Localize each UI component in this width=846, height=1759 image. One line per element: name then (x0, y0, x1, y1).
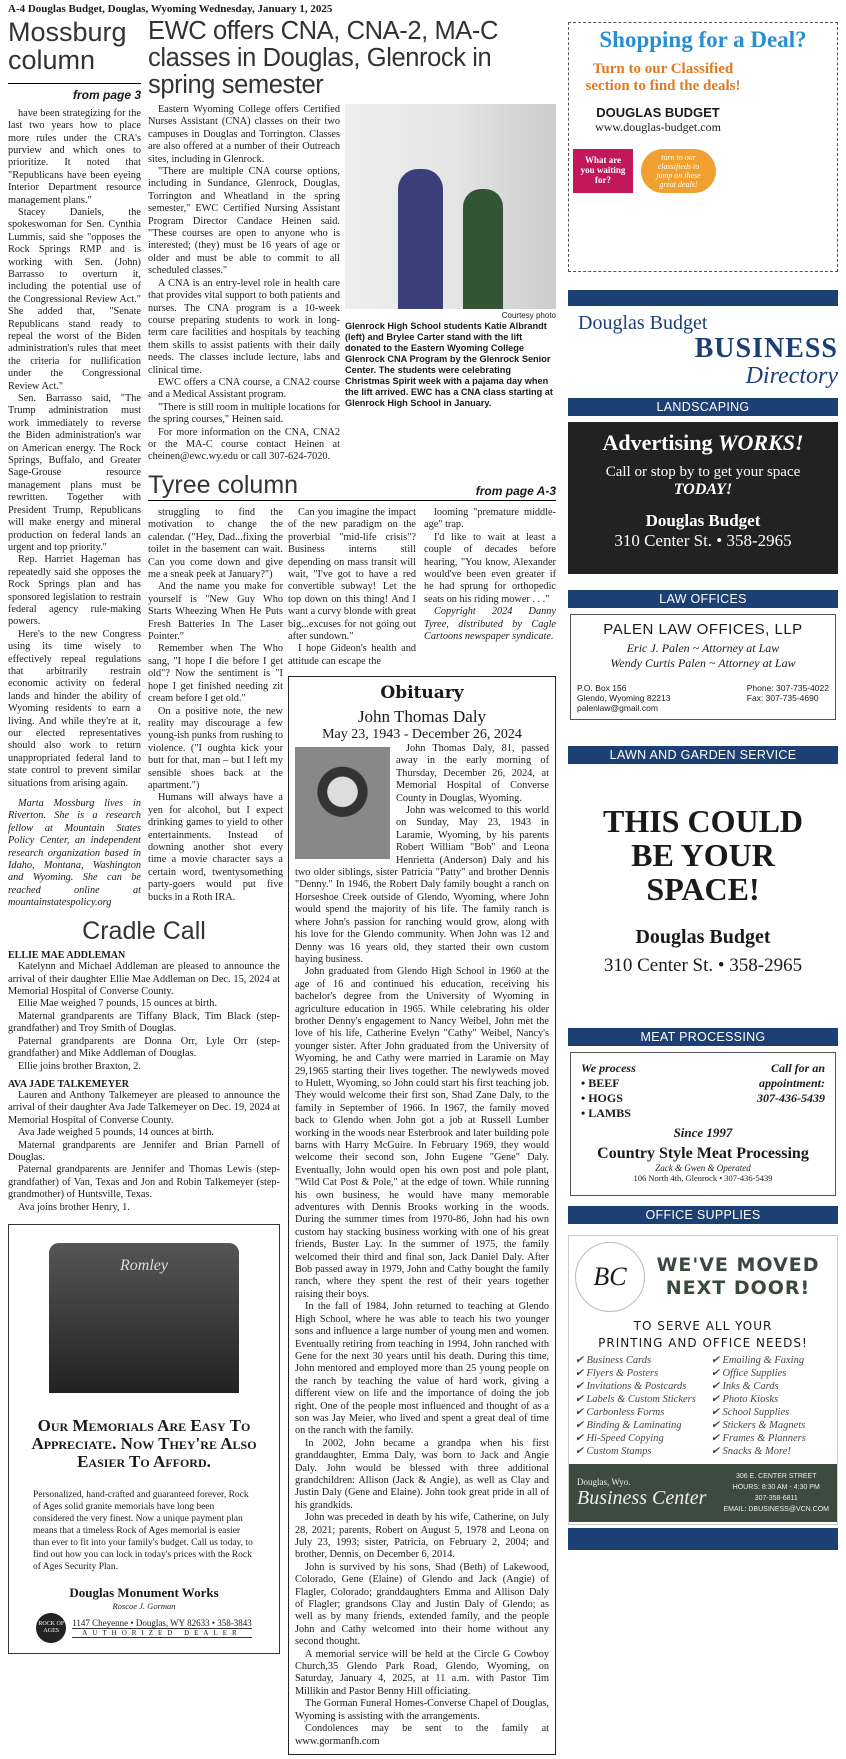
obituary-box (288, 676, 556, 1755)
paragraph: Here's to the new Congress using its time wisely to effectively repeal regulations that arbitrarily restrain economic activity on federal lands and hinder the ability of Wyoming residents to earn a living. And while they're at it, our elected representatives should also work to return unappropriated federal land to state control to prevent similar situations from arising again. (8, 628, 141, 789)
shopping-url: www.douglas-budget.com (595, 120, 721, 134)
service-label: Flyers & Posters (586, 1368, 659, 1379)
mossburg-column (8, 18, 141, 910)
dir-directory: Directory (745, 363, 838, 389)
check-icon: ✔ (711, 1394, 723, 1405)
paragraph: John was preceded in death by his wife, Catherine, on July 28, 2021; parents, Robert on August 5, 1978 and Leona on July 23, 1993; sister, Patricia, on February 2, 2004; and brother, Dennis, on December 6, 2014. (295, 1512, 549, 1561)
check-icon: ✔ (575, 1407, 587, 1418)
paragraph: Paternal grandparents are Jennifer and Thomas Lewis (step-grandfather) of Van, Texas and Jon and Robin Talkemeyer (step-grandmother) of Huntsville, Texas. (8, 1164, 280, 1201)
adworks-l2: TODAY! (673, 481, 733, 498)
office-head1: WE'VE MOVED (656, 1254, 820, 1276)
check-icon: ✔ (711, 1368, 723, 1379)
tyree-col-2 (288, 507, 416, 668)
check-icon: ✔ (575, 1368, 587, 1379)
meat-item: • BEEF (581, 1076, 620, 1090)
bubble-1: What are you waiting for? (573, 149, 633, 193)
from-page-label: from page A-3 (475, 484, 556, 499)
paragraph: looming "premature middle-age" trap. (424, 507, 556, 531)
paragraph: I hope Gideon's health and attitude can escape the (288, 643, 416, 667)
paragraph: Humans will always have a yen for alcohol, but I expect drinking games to yield to other entertainments. Instead of downing another shot every time a movie character says a certain word, twentysomething party-goers would put five bucks in a Roth IRA. (148, 792, 283, 903)
students-photo (345, 104, 556, 309)
divider-bar (568, 1528, 838, 1550)
paragraph: Eastern Wyoming College offers Certified Nurses Assistant (CNA) classes on their two campuses in Douglas and Torrington. Classes are also offered at a number of their Outreach sites, including in Glenrock. (148, 104, 340, 165)
service-label: Custom Stamps (586, 1446, 652, 1457)
office-town: Douglas, Wyo. (577, 1476, 631, 1487)
business-center-ad (568, 1235, 838, 1525)
service-item (575, 1406, 707, 1419)
service-label: Binding & Laminating (586, 1420, 682, 1431)
check-icon: ✔ (575, 1433, 587, 1444)
paragraph: A memorial service will be held at the Circle G Cowboy Church,35 Glendo Park Road, Glendo, Wyoming, on Saturday, January 4, 2025, at 11 a.m. with Pastor Tim Millikin and Pastor Benny Hill officiating. (295, 1648, 549, 1697)
paragraph: "There are multiple CNA course options, including in Sundance, Glenrock, Douglas, Torrington and Wheatland in the spring semester," EWC Certified Nursing Assistant Program Director Candace Heinen said. "These courses are open to anyone who is interested; (they) must be 16 years of age or older and must be able to commit to all scheduled classes." (148, 166, 340, 277)
photo-caption: Glenrock High School students Katie Albrandt (left) and Brylee Carter stand with the lift donated to the Eastern Wyoming College Glenrock CNA Program by the Glenrock Senior Center. The students were celebrating Christmas Spirit week with a pajama day when the lift arrived. EWC has a CNA class starting at Glenrock High School in January. (345, 321, 553, 408)
paragraph: Maternal grandparents are Jennifer and Brian Parnell of Douglas. (8, 1139, 280, 1163)
service-label: Hi-Speed Copying (586, 1433, 664, 1444)
shopping-paper: DOUGLAS BUDGET (596, 105, 720, 120)
meat-phone: 307-436-5439 (757, 1091, 825, 1105)
masthead: A-4 Douglas Budget, Douglas, Wyoming Wednesday, January 1, 2025 (8, 3, 333, 15)
paragraph: Can you imagine the impact of the new paradigm on the proverbial "mid-life crisis"? Business interns still depending on mass transit will wait, "I've got to have a red convertible subway! Let the top down on this thing! And I want a curvy blonde with great big...excuses for not going out after sundown." (288, 507, 416, 643)
obituary-dates: May 23, 1943 - December 26, 2024 (322, 727, 522, 742)
office-addr: 306 E. CENTER STREET (735, 1473, 817, 1480)
headstone-image: Romley (49, 1243, 239, 1393)
office-sub1: TO SERVE ALL YOUR (633, 1319, 773, 1333)
section-lawn-garden: LAWN AND GARDEN SERVICE (568, 746, 838, 764)
section-landscaping: LANDSCAPING (568, 398, 838, 416)
mossburg-title: Mossburg column (8, 17, 127, 76)
service-item (711, 1367, 831, 1380)
paragraph: John is survived by his sons, Shad (Beth) of Lakewood, Colorado, Gene (Elaine) of Glendo and Jack (Angie) of Flagler, Colorado; granddaughters Emma and Allison Daly of Flagler; grandsons Clay and Justin Daly of Glendo; as well as by many friends, extended family, and the people John and Cathy welcomed into their home without any second thought. (295, 1561, 549, 1648)
memorial-address: 1147 Cheyenne • Douglas, WY 82633 • 358-3843 (72, 1618, 252, 1628)
service-item (575, 1419, 707, 1432)
business-directory-header (568, 312, 838, 398)
check-icon: ✔ (575, 1381, 587, 1392)
divider-bar (568, 290, 838, 306)
obituary-photo (295, 747, 390, 859)
paragraph: Lauren and Anthony Talkemeyer are pleased to announce the arrival of their daughter Ava Jade Talkemeyer on Dec. 19, 2024 at Memorial Hospital of Converse County. (8, 1089, 280, 1126)
service-label: Business Cards (586, 1355, 652, 1366)
dir-business: BUSINESS (694, 333, 838, 364)
mossburg-bio: Marta Mossburg lives in Riverton. She is a research fellow at Mountain States Policy Center, an independent research organization based in Idaho, Montana, Washington and Wyoming. She can be reached online at mountainstatespolicy.org (8, 798, 141, 909)
section-meat-processing: MEAT PROCESSING (568, 1028, 838, 1046)
your-space-ad (568, 804, 838, 1004)
cradle-title: Cradle Call (82, 917, 206, 945)
service-item (575, 1393, 707, 1406)
memorial-headline: Our Memorials Are Easy To Appreciate. Now They're Also Easier To Afford. (31, 1416, 257, 1471)
space-addr: 310 Center St. • 358-2965 (603, 955, 803, 976)
baby-name: AVA JADE TALKEMEYER (8, 1078, 129, 1090)
office-sub2: PRINTING AND OFFICE NEEDS! (598, 1336, 808, 1350)
service-item (711, 1406, 831, 1419)
service-item (575, 1354, 707, 1367)
service-label: Office Supplies (722, 1368, 787, 1379)
service-item (575, 1367, 707, 1380)
service-label: Carbonless Forms (586, 1407, 665, 1418)
law-addr2: Glendo, Wyoming 82213 (577, 693, 671, 703)
service-item (711, 1432, 831, 1445)
meat-name: Country Style Meat Processing (597, 1145, 809, 1162)
paragraph: Ava Jade weighed 5 pounds, 14 ounces at birth. (18, 1127, 214, 1139)
office-hours: HOURS: 8:30 AM - 4:30 PM (732, 1484, 820, 1491)
paragraph: I'd like to wait at least a couple of decades before hearing, "You know, Alexander would've been even greater if he had sprung for orthopedic seats on his riding mower . . ." (424, 531, 556, 605)
meat-item: • HOGS (581, 1091, 623, 1105)
service-item (575, 1432, 707, 1445)
office-name: Business Center (577, 1486, 707, 1509)
adworks-paper: Douglas Budget (645, 511, 761, 530)
tyree-title: Tyree column (148, 471, 299, 499)
paragraph: Ellie joins brother Braxton, 2. (18, 1060, 141, 1072)
service-label: Frames & Planners (722, 1433, 806, 1444)
adworks-addr: 310 Center St. • 358-2965 (614, 531, 792, 550)
meat-item: • LAMBS (581, 1106, 631, 1120)
meat-processing-ad (570, 1052, 836, 1196)
paragraph: EWC offers a CNA course, a CNA2 course and a Medical Assistant program. (148, 376, 340, 401)
tyree-col-1 (148, 507, 283, 904)
check-icon: ✔ (711, 1420, 723, 1431)
obituary-body (295, 743, 549, 1748)
adworks-t2: WORKS! (717, 430, 804, 455)
shopping-title: Shopping for a Deal? (599, 27, 807, 52)
paragraph: On a positive note, the new reality may discourage a few young-ish punks from rushing to violence. ("I oughta kick your butt for that, man – but I left my sensible shoes back at the apartment.") (148, 705, 284, 791)
check-icon: ✔ (711, 1446, 723, 1457)
service-label: Labels & Custom Stickers (586, 1394, 696, 1405)
paragraph: The Gorman Funeral Homes-Converse Chapel of Douglas, Wyoming is assisting with the arrangements. (295, 1698, 549, 1722)
paragraph: Sen. Barrasso said, "The Trump administration must work immediately to reverse the Biden administration's war on American energy. The Rock Springs, Buffalo, and Greater Sage-Grouse resource management plans must be rewritten. Together with President Trump, Republicans will make energy and mineral production on federal lands an urgent and top priority." (8, 393, 141, 553)
rock-of-ages-logo: ROCK OF AGES (36, 1613, 66, 1643)
adworks-l1: Call or stop by to get your space (605, 464, 801, 480)
service-item (575, 1380, 707, 1393)
paragraph: "There is still room in multiple locations for the spring courses," Heinen said. (148, 401, 340, 426)
attorney-1: Eric J. Palen ~ Attorney at Law (626, 641, 780, 655)
baby-name: ELLIE MAE ADDLEMAN (8, 950, 126, 962)
law-phone: Phone: 307-735-4022 (746, 683, 829, 693)
paragraph: John was welcomed to this world on Sunday, May 23, 1943 in Laramie, Wyoming, by his parents Robert William "Bob" and Leona Henrietta (Anderson) Daly and his two older siblings, sister Patricia "Patty" and brother Dennis "Denny." In 1946, the Robert Daly family bought a ranch on Horseshoe Creek outside of Glendo, Wyoming, where John would spend the majority of his life. The family ranch is where John's passion for ranching would grow, along with his love for the Glendo community. When John was 12 and Denny was 16 years old, they started their own custom haying business. (295, 805, 549, 965)
section-office-supplies: OFFICE SUPPLIES (568, 1206, 838, 1224)
paragraph: Katelynn and Michael Addleman are pleased to announce the arrival of their daughter Ellie Mae Addleman on Dec. 15, 2024 at Memorial Hospital of Converse County. (8, 961, 280, 998)
copyright: Copyright 2024 Danny Tyree, distributed by Cagle Cartoons newspaper syndicate. (424, 606, 556, 643)
photo-credit: Courtesy photo (501, 311, 556, 320)
mossburg-body (8, 108, 141, 790)
service-item (575, 1445, 707, 1458)
section-law-offices: LAW OFFICES (568, 590, 838, 608)
check-icon: ✔ (575, 1420, 587, 1431)
right-column (568, 22, 838, 1550)
ewc-headline: EWC offers CNA, CNA-2, MA-C classes in Douglas, Glenrock in spring semester (148, 17, 499, 99)
paragraph: Rep. Harriet Hageman has repeatedly said she opposes the Rock Springs plan and has sponsored legislation to restrain federal agency rule-making powers. (8, 554, 141, 628)
check-icon: ✔ (711, 1433, 723, 1444)
service-label: Inks & Cards (722, 1381, 779, 1392)
service-label: Snacks & More! (722, 1446, 791, 1457)
law-firm: PALEN LAW OFFICES, LLP (603, 621, 803, 638)
owner: Roscoe J. Gorman (112, 1601, 176, 1611)
tyree-col-3 (424, 507, 556, 643)
office-head2: NEXT DOOR! (665, 1277, 811, 1299)
cradle-call (8, 918, 280, 1214)
memorial-body: Personalized, hand-crafted and guaranteed forever, Rock of Ages solid granite memorials have long been considered the very finest. Now a unique payment plan means that a timeless Rock of Ages memorial is easier than ever to fit into your family's budget. Call us today, to find out how you can lock in today's prices with the Rock of Ages Security Plan. (33, 1490, 253, 1572)
meat-addr: 106 North 4th, Glenrock • 307-436-5439 (633, 1173, 773, 1183)
meat-call: Call for an appointment: (758, 1061, 825, 1090)
paragraph: Ellie Mae weighed 7 pounds, 15 ounces at birth. (18, 998, 218, 1010)
tyree-header (148, 472, 556, 501)
service-label: Photo Kiosks (722, 1394, 779, 1405)
check-icon: ✔ (711, 1381, 723, 1392)
service-item (711, 1445, 831, 1458)
paragraph: John Thomas Daly, 81, passed away in the early morning of Thursday, December 26, 2024, at Memorial Hospital of Converse County in Douglas, Wyoming. (396, 743, 549, 804)
attorney-2: Wendy Curtis Palen ~ Attorney at Law (610, 656, 796, 670)
dealer-label: AUTHORIZED DEALER (72, 1628, 251, 1638)
check-icon: ✔ (711, 1355, 723, 1366)
paragraph: have been strategizing for the last two years how to place more rules under the CRA's purview and which ones to prioritize. It noted that "Republicans have been eyeing Interior Department resource management plans." (8, 107, 141, 206)
obituary-name: John Thomas Daly (357, 707, 487, 726)
paragraph: In the fall of 1984, John returned to teaching at Glendo High School, where he was able to teach his two younger sons and influence a large number of young men and women. Eventually retiring from teaching in 1994, John ranched with Gene for the next 30 years until his death. During this time, John mentored and employed more than 25 young people on the ranch by teaching the value of hard work, giving a different view on life and the importance of doing the job right. One of the people most influenced and thought of as a son was Jay Meier, who lived and spent a great deal of time on the ranch with the family. (295, 1301, 549, 1437)
check-icon: ✔ (575, 1446, 587, 1457)
meat-since: Since 1997 (673, 1125, 733, 1140)
law-email: palenlaw@gmail.com (577, 703, 658, 713)
law-addr1: P.O. Box 156 (577, 683, 627, 693)
paragraph: Stacey Daniels, the spokeswoman for Sen. Cynthia Lummis, said she "opposes the Rock Springs RMP and is working with Sen. (John) Barrasso to overturn it, including the potential use of the Congressional Review Act." She added that, "Senate Republicans stand ready to repeal the worst of the Biden administration's rules that meet the criteria for nullification under the Congressional Review Act." (8, 206, 141, 392)
paragraph: Maternal grandparents are Tiffany Black, Tim Black (step-grandfather) and Troy Smith of Douglas. (8, 1010, 280, 1035)
paragraph: Ava joins brother Henry, 1. (18, 1201, 130, 1213)
memorial-ad (8, 1224, 280, 1654)
shopping-sub: Turn to our Classified section to find the deals! (585, 61, 741, 94)
paragraph: For more information on the CNA, CNA2 or the MA-C course contact Heinen at cheinen@ewc.wy.edu or call 307-624-7020. (148, 426, 340, 463)
service-label: Invitations & Postcards (586, 1381, 687, 1392)
paragraph: struggling to find the motivation to change the calendar. ("Hey, Dad...fixing the toilet in the basement can wait. Can you come down and give me a sneak peek at January?") (148, 507, 283, 581)
bubble-2: turn to our classifieds to jump on these great deals! (641, 149, 716, 193)
from-page-label: from page 3 (8, 83, 141, 102)
check-icon: ✔ (575, 1355, 587, 1366)
bc-logo: BC (575, 1242, 645, 1312)
paragraph: John graduated from Glendo High School in 1960 at the age of 16 and continued his education, receiving his bachelor's degree from the University of Wyoming in agriculture education in 1965. While celebrating his older brother Denny's engagement to Nancy Weibel, John met the love of his life, Catherine Evelyn "Cathy" Weibel, Nancy's younger sister. After John graduated from the University of Wyoming, he and Cathy were married in Laramie on May 29,1965 starting their lives together. The newlyweds moved to Hulett, Wyoming, so John could start his first teaching job. They would welcome their first son, Shad Zane Daly, to the family in September of 1966. In 1967, the family moved back to Glendo when John got a job at Russell Lumber working in the woods near Esterbrook and later building pole barns with Harry McGuire. In February 1969, they would welcome their second son, John Eugene "Gene" Daly. Eventually, John would open his own post and pole plant, "Wild Cat Post & Pole," at the edge of town. While running his own business, he would have many memorable adventures with Dennis Brooks working in the woods. During the summer times from 1970-86, John had his own custom hay stacking business working with one of his great friends, Buster Lay. In the summer of 1975, the family welcomed their third and final son, Jack Daniel Daly. After Bob passed away in 1979, John and Cathy bought the family ranch, where they spent the rest of their years together raising their boys. (295, 966, 549, 1300)
meat-owners: Zack & Gwen & Operated (655, 1163, 751, 1173)
service-label: Emailing & Faxing (722, 1355, 805, 1366)
paragraph: In 2002, John became a grandpa when his first granddaughter, Emma Daly, was born to Jack and Angie Daly. John would be blessed with three additional grandchildren: Allison (Jack & Angie), as well as Clay and Justin Daly (Gene and Elaine). John took great pride in all of his grandkids. (295, 1437, 549, 1511)
office-phone: 307-358-6811 (754, 1495, 798, 1502)
service-item (711, 1380, 831, 1393)
law-fax: Fax: 307-735-4690 (746, 693, 819, 703)
service-item (711, 1419, 831, 1432)
paragraph: Paternal grandparents are Donna Orr, Lyle Orr (step-grandfather) and Mike Addleman of Douglas. (8, 1035, 280, 1060)
office-email: EMAIL: DBUSINESS@VCN.COM (723, 1506, 829, 1513)
service-label: School Supplies (722, 1407, 790, 1418)
palen-law-ad (570, 614, 836, 720)
paragraph: Remember when The Who sang, "I hope I die before I get old"? Now the sentiment is "I hope I get finished needing zit cream before I get old." (148, 643, 283, 705)
space-paper: Douglas Budget (635, 926, 771, 948)
service-label: Stickers & Magnets (722, 1420, 806, 1431)
space-title: THIS COULD BE YOUR SPACE! (602, 803, 804, 907)
check-icon: ✔ (711, 1407, 723, 1418)
paragraph: And the name you make for yourself is "New Guy Who Starts Wheezing When He Puts Fresh Batteries In The Laser Pointer." (148, 581, 283, 643)
check-icon: ✔ (575, 1394, 587, 1405)
shopping-ad (568, 22, 838, 272)
dir-paper: Douglas Budget (578, 312, 708, 334)
ewc-body (148, 104, 340, 464)
service-item (711, 1393, 831, 1406)
paragraph: A CNA is an entry-level role in health care that provides vital support to both patients and nurses. The CNA program is a 10-week course preparing students to work in long-term care facilities and hospitals by teaching them skills to assist patients with their daily needs. The classes include lecture, labs and clinical time. (148, 277, 340, 376)
adworks-t1: Advertising (602, 430, 718, 455)
company-name: Douglas Monument Works (69, 1585, 219, 1600)
service-item (711, 1354, 831, 1367)
advertising-works-ad (568, 422, 838, 574)
meat-we: We process (581, 1061, 636, 1075)
obituary-banner: Obituary (380, 683, 464, 703)
paragraph: Condolences may be sent to the family at www.gormanfh.com (295, 1723, 549, 1747)
